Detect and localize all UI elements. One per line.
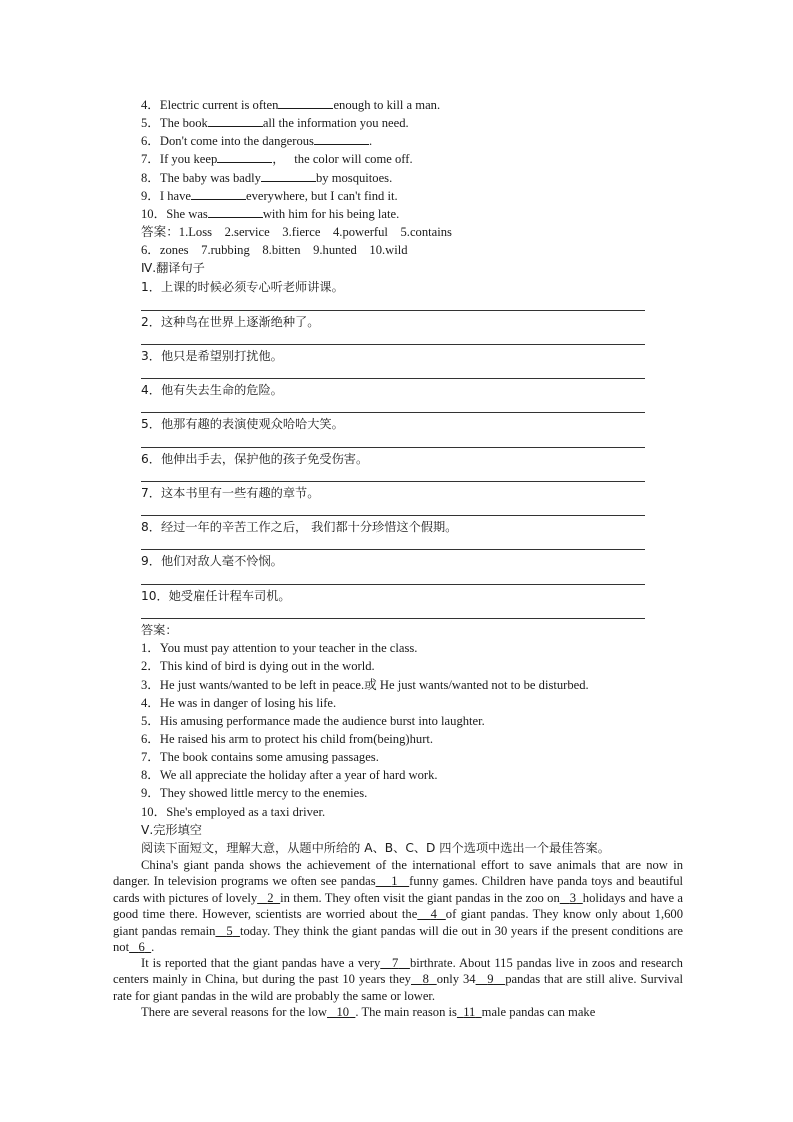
answer-rule: [141, 310, 645, 311]
fill-item: 8．The baby was badly by mosquitoes.: [141, 171, 393, 185]
answer-rule: [141, 549, 645, 550]
translate-answer: 7．The book contains some amusing passages.: [141, 750, 379, 764]
answer-rule: [141, 378, 645, 379]
cloze-paragraph: It is reported that the giant pandas have a very 7 birthrate. About 115 pandas live in zoos and research centers mainly in China, but during the past 10 years they 8 only 34 9 pandas that are still alive. Survival rate for giant pandas in the wild are probably the same or lower.: [113, 956, 684, 1003]
fill-answer-line: 答案：1.Loss 2.service 3.fierce 4.powerful 5.contains: [141, 225, 452, 239]
translate-item: 5．他那有趣的表演使观众哈哈大笑。: [141, 417, 344, 431]
answer-rule: [141, 344, 645, 345]
translate-answer: 5．His amusing performance made the audience burst into laughter.: [141, 714, 485, 728]
translate-item: 4．他有失去生命的危险。: [141, 383, 283, 397]
answer-rule: [141, 618, 645, 619]
translate-answer: 9．They showed little mercy to the enemies.: [141, 786, 368, 800]
translate-answer: 6．He raised his arm to protect his child from(being)hurt.: [141, 732, 434, 746]
fill-item: 7．If you keep ， the color will come off.: [141, 152, 413, 166]
translate-item: 10．她受雇任计程车司机。: [141, 589, 291, 603]
translate-item: 8．经过一年的辛苦工作之后， 我们都十分珍惜这个假期。: [141, 520, 458, 534]
fill-answer-line: 6．zones 7.rubbing 8.bitten 9.hunted 10.wild: [141, 243, 408, 257]
answer-rule: [141, 481, 645, 482]
section-heading: Ⅳ.翻译句子: [141, 261, 205, 275]
translate-answer: 2．This kind of bird is dying out in the world.: [141, 659, 375, 673]
fill-item: 9．I have everywhere, but I can't find it.: [141, 189, 398, 203]
answer-rule: [141, 447, 645, 448]
translate-answer: 8．We all appreciate the holiday after a year of hard work.: [141, 768, 438, 782]
translate-item: 2．这种鸟在世界上逐渐绝种了。: [141, 315, 320, 329]
answer-rule: [141, 412, 645, 413]
cloze-paragraph: China's giant panda shows the achievement of the international effort to save animals that are now in danger. In television programs we often see pandas 1 funny games. Children have panda toys and beautiful cards with pictures of lovely 2 in them. They often visit the giant pandas in the zoo on 3 holidays and have a good time there. However, scientists are worried about the 4 of giant pandas. They know only about 1,600 giant pandas remain 5 today. They think the giant pandas will die out in 30 years if the present conditions are not 6 .: [113, 858, 684, 955]
answer-rule: [141, 584, 645, 585]
translate-item: 7．这本书里有一些有趣的章节。: [141, 486, 320, 500]
fill-item: 6．Don't come into the dangerous .: [141, 134, 373, 148]
fill-item: 10．She was with him for his being late.: [141, 207, 400, 221]
translate-answer: 10．She's employed as a taxi driver.: [141, 805, 326, 819]
translate-answer: 3．He just wants/wanted to be left in peace.或 He just wants/wanted not to be disturbed.: [141, 678, 589, 692]
translate-answer: 4．He was in danger of losing his life.: [141, 696, 337, 710]
fill-item: 4．Electric current is often enough to kill a man.: [141, 98, 441, 112]
translate-item: 9．他们对敌人毫不怜悯。: [141, 554, 283, 568]
answer-rule: [141, 515, 645, 516]
cloze-instruction: 阅读下面短文，理解大意，从题中所给的 A、B、C、D 四个选项中选出一个最佳答案。: [141, 841, 610, 855]
section-heading: Ⅴ.完形填空: [141, 823, 202, 837]
translate-item: 3．他只是希望别打扰他。: [141, 349, 283, 363]
translate-item: 1．上课的时候必须专心听老师讲课。: [141, 280, 344, 294]
translate-item: 6．他伸出手去，保护他的孩子免受伤害。: [141, 452, 369, 466]
fill-item: 5．The book all the information you need.: [141, 116, 409, 130]
translate-answer: 1．You must pay attention to your teacher in the class.: [141, 641, 418, 655]
answer-label: 答案：: [141, 623, 178, 637]
cloze-paragraph: There are several reasons for the low 10 . The main reason is 11 male pandas can make: [141, 1005, 596, 1019]
